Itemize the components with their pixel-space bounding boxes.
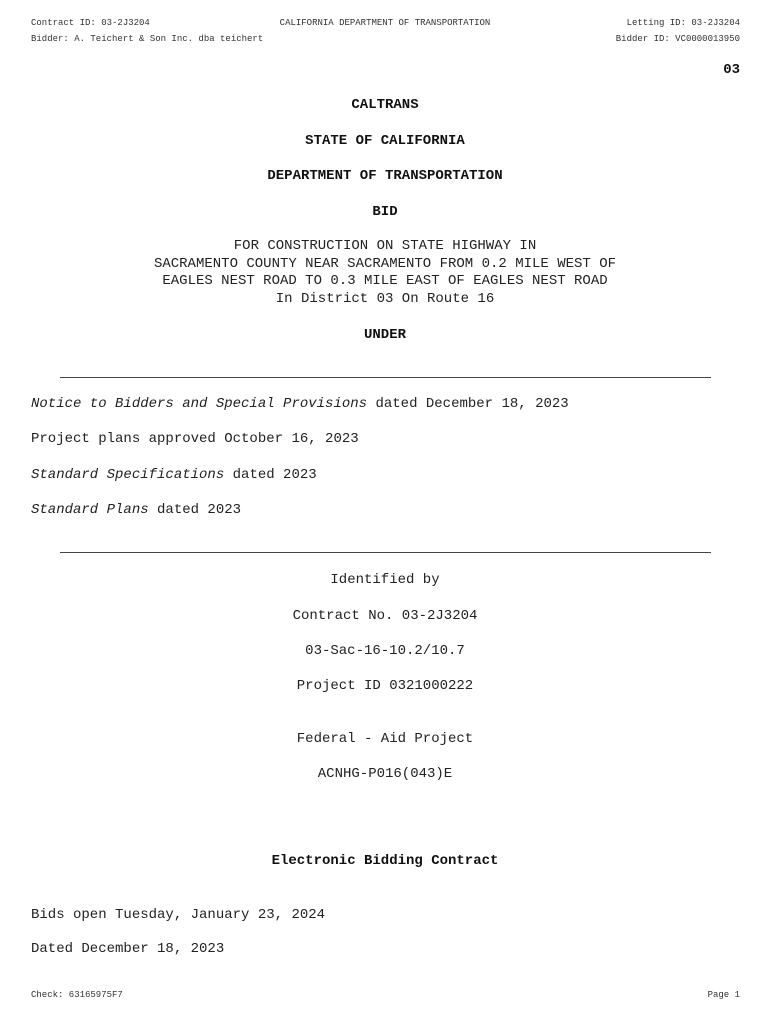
divider [60, 377, 711, 378]
federal-aid-number: ACNHG-P016(043)E [317, 766, 453, 782]
project-location: 03-Sac-16-10.2/10.7 [305, 643, 465, 659]
description-line: SACRAMENTO COUNTY NEAR SACRAMENTO FROM 0.2 MILE WEST OF [153, 255, 617, 272]
under-heading: UNDER [363, 327, 406, 343]
dated-line: Dated December 18, 2023 [31, 941, 225, 957]
notice-date: dated December 18, 2023 [367, 396, 569, 412]
contract-id: Contract ID: 03-2J3204 [31, 18, 150, 28]
letting-id: Letting ID: 03-2J3204 [626, 18, 740, 28]
electronic-bidding-title: Electronic Bidding Contract [271, 853, 499, 869]
notice-line [31, 396, 569, 412]
page-number: Page 1 [707, 990, 740, 1000]
contract-number: Contract No. 03-2J3204 [292, 608, 478, 624]
description-line: In District 03 On Route 16 [275, 290, 495, 307]
notice-title: Notice to Bidders and Special Provisions [31, 396, 368, 412]
project-description [0, 238, 770, 308]
description-line: FOR CONSTRUCTION ON STATE HIGHWAY IN [233, 238, 537, 254]
specs-title: Standard Specifications [31, 467, 225, 483]
title-state: STATE OF CALIFORNIA [305, 133, 465, 149]
title-caltrans: CALTRANS [351, 97, 419, 113]
check-code: Check: 63165975F7 [31, 990, 123, 1000]
bids-open-date: Bids open Tuesday, January 23, 2024 [31, 907, 326, 923]
title-bid: BID [372, 204, 398, 220]
bidder-id: Bidder ID: VC0000013950 [615, 34, 740, 44]
district-badge: 03 [723, 62, 740, 78]
federal-aid-label: Federal - Aid Project [296, 731, 474, 747]
std-plans-line [31, 502, 241, 518]
specs-date: dated 2023 [224, 467, 317, 483]
bidder-name: Bidder: A. Teichert & Son Inc. dba teichert [31, 34, 264, 44]
agency-name: CALIFORNIA DEPARTMENT OF TRANSPORTATION [279, 18, 491, 28]
description-line: EAGLES NEST ROAD TO 0.3 MILE EAST OF EAGLES NEST ROAD [162, 273, 608, 289]
specs-line [31, 467, 317, 483]
std-plans-title: Standard Plans [31, 502, 149, 518]
identified-by: Identified by [330, 572, 440, 588]
title-department: DEPARTMENT OF TRANSPORTATION [267, 168, 503, 184]
std-plans-date: dated 2023 [148, 502, 242, 518]
divider [60, 552, 711, 553]
project-id: Project ID 0321000222 [296, 678, 474, 694]
plans-line: Project plans approved October 16, 2023 [31, 431, 359, 447]
